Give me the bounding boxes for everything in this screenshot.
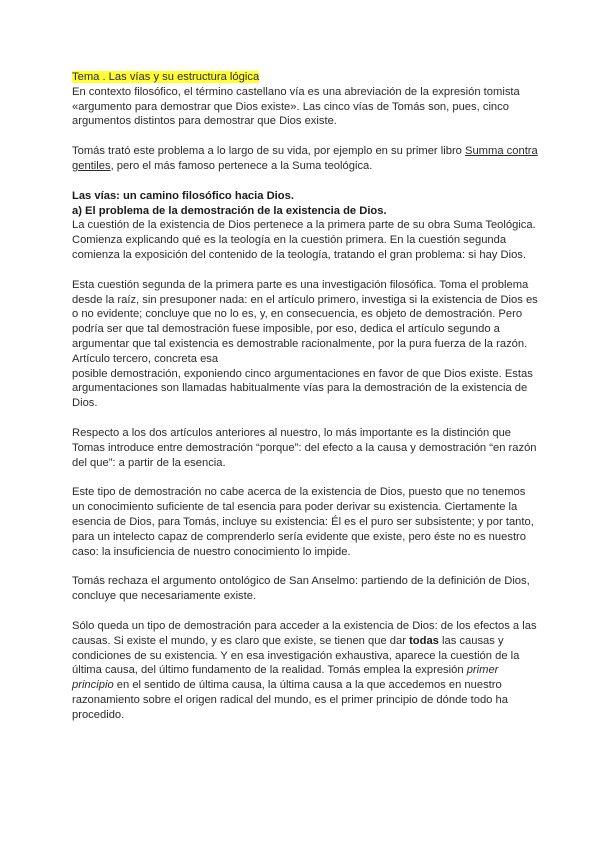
bold-todas: todas (409, 634, 439, 647)
summa-link[interactable]: Summa contra gentiles (72, 145, 538, 172)
paragraph-8: Sólo queda un tipo de demostración para acceder a la existencia de Dios: de los efectos a las causas. Si existe el mundo, y es claro que existe, se tienen que dar todas las causas y condiciones de su existencia. Y en esa investigación exhaustiva, aparece la cuestión de la última causa, del último fundamento de la realidad. Tomás emplea la expresión primer principio en el sentido de última causa, la última causa a la que accedemos en nuestro razonamiento sobre el origen radical del mundo, es el primer principio de dónde todo ha procedido. (72, 619, 537, 721)
italic-primer-principio: primer principio (72, 664, 499, 692)
paragraph-6: Este tipo de demostración no cabe acerca de la existencia de Dios, puesto que no tenemos un conocimiento suficiente de tal esencia para poder derivar su existencia. Ciertamente la esencia de Dios, para Tomás, incluye su existencia: Él es el puro ser subsistente; y por tanto, para un intelecto capaz de comprenderlo sería evidente que existe, pero éste no es nuestro caso: la insuficiencia de nuestro conocimiento lo impide. (72, 486, 534, 558)
paragraph-4a: Esta cuestión segunda de la primera parte es una investigación filosófica. Toma el problema desde la raíz, sin presuponer nada: en el artículo primero, investiga si la existencia de Dios es o no evidente; concluye que no lo es, y, en consecuencia, es objeto de demostración. Pero podría ser que tal demostración fuese imposible, por eso, dedica el artículo segundo a argumentar que tal existencia es demostrable racionalmente, por la pura fuerza de la razón. Artículo tercero, concreta esa (72, 278, 538, 365)
doc-title (72, 70, 540, 85)
subsection-heading: a) El problema de la demostración de la existencia de Dios. (72, 204, 387, 217)
highlighted-title: Tema . Las vías y su estructura lógica (72, 71, 260, 83)
paragraph-7: Tomás rechaza el argumento ontológico de San Anselmo: partiendo de la definición de Dios, concluye que necesariamente existe. (72, 575, 530, 603)
paragraph-2: Tomás trató este problema a lo largo de su vida, por ejemplo en su primer libro Summa contra gentiles, pero el más famoso pertenece a la Suma teológica. (72, 145, 538, 172)
paragraph-5: Respecto a los dos artículos anteriores al nuestro, lo más importante es la distinción que Tomas introduce entre demostración “porque”: del efecto a la causa y demostración “en razón del que”: a partir de la esencia. (72, 426, 537, 469)
paragraph-1: En contexto filosófico, el término castellano vía es una abreviación de la expresión tomista «argumento para demostrar que Dios existe». Las cinco vías de Tomás son, pues, cinco argumentos distintos para demostrar que Dios existe. (72, 85, 520, 128)
paragraph-3: La cuestión de la existencia de Dios pertenece a la primera parte de su obra Suma Teológica. Comienza explicando qué es la teología en la cuestión primera. En la cuestión segunda comienza la exposición del contenido de la teología, tratando el gran problema: si hay Dios. (72, 219, 536, 261)
paragraph-4b: posible demostración, exponiendo cinco argumentaciones en favor de que Dios existe. Estas argumentaciones son llamadas habitualmente vías para la demostración de la existencia de Dios. (72, 367, 533, 410)
section-heading: Las vías: un camino filosófico hacia Dios. (72, 189, 294, 202)
